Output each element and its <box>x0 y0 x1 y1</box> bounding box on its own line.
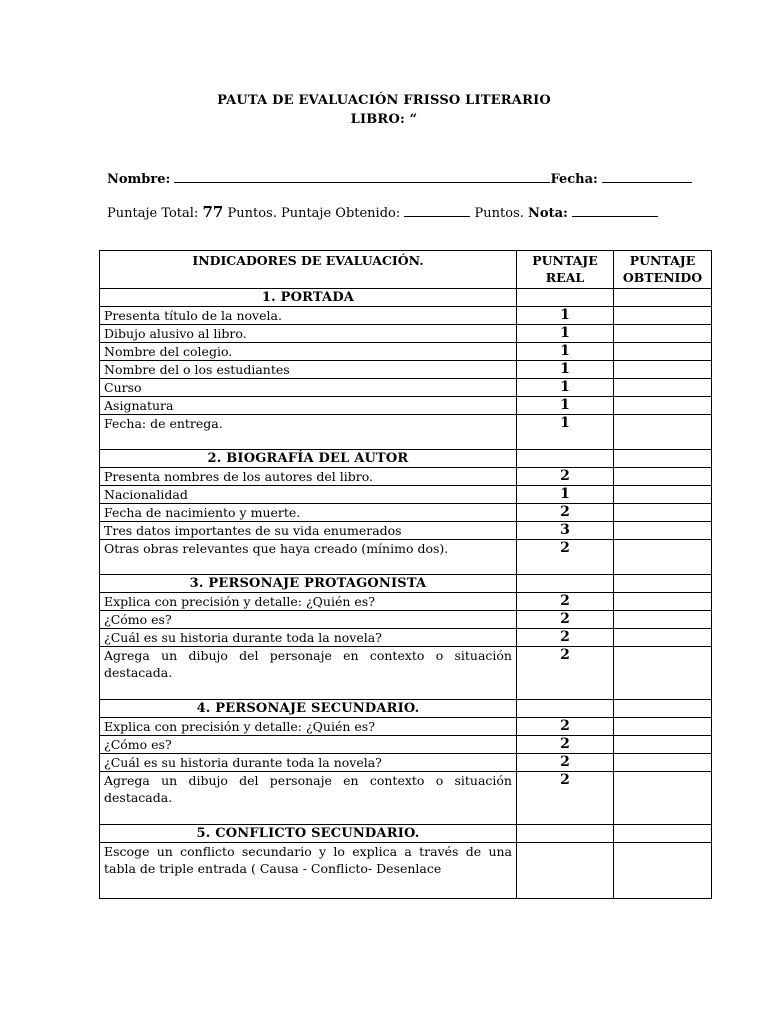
real-score-cell: 2 <box>517 736 614 754</box>
table-body <box>100 289 712 899</box>
real-score-cell: 2 <box>517 611 614 629</box>
section-real-cell <box>517 575 614 593</box>
table-row <box>100 736 712 754</box>
table-row <box>100 415 712 450</box>
real-score-cell: 2 <box>517 468 614 486</box>
real-score-cell: 1 <box>517 415 614 450</box>
indicator-text: ¿Cómo es? <box>100 736 517 754</box>
indicator-text: Fecha de nacimiento y muerte. <box>100 504 517 522</box>
real-score-cell <box>517 843 614 899</box>
header-obtained-score: PUNTAJE OBTENIDO <box>614 251 712 289</box>
indicator-text: Tres datos importantes de su vida enumerados <box>100 522 517 540</box>
date-field[interactable] <box>602 170 692 183</box>
section-header-row <box>100 289 712 307</box>
section-obtained-cell <box>614 700 712 718</box>
section-header-row <box>100 575 712 593</box>
obtained-score-cell[interactable] <box>614 343 712 361</box>
real-score-cell: 2 <box>517 504 614 522</box>
indicator-text: Presenta título de la novela. <box>100 307 517 325</box>
real-score-cell: 1 <box>517 397 614 415</box>
table-row <box>100 772 712 825</box>
table-row <box>100 754 712 772</box>
header-real-score: PUNTAJE REAL <box>517 251 614 289</box>
section-title: 1. PORTADA <box>100 289 517 307</box>
real-score-cell: 1 <box>517 307 614 325</box>
indicator-text: Presenta nombres de los autores del libro. <box>100 468 517 486</box>
name-field[interactable] <box>174 170 550 183</box>
obtained-score-cell[interactable] <box>614 504 712 522</box>
section-real-cell <box>517 700 614 718</box>
real-score-cell: 2 <box>517 593 614 611</box>
obtained-score-cell[interactable] <box>614 611 712 629</box>
section-obtained-cell <box>614 450 712 468</box>
indicator-text: ¿Cómo es? <box>100 611 517 629</box>
real-score-cell: 1 <box>517 343 614 361</box>
real-score-cell: 1 <box>517 379 614 397</box>
section-header-row <box>100 700 712 718</box>
real-score-cell: 2 <box>517 772 614 825</box>
indicator-text: Asignatura <box>100 397 517 415</box>
indicator-text: Dibujo alusivo al libro. <box>100 325 517 343</box>
indicator-text: Nombre del o los estudiantes <box>100 361 517 379</box>
table-row <box>100 468 712 486</box>
table-row <box>100 325 712 343</box>
table-row <box>100 611 712 629</box>
table-row <box>100 361 712 379</box>
indicator-text: ¿Cuál es su historia durante toda la novela? <box>100 629 517 647</box>
table-header-row <box>100 251 712 289</box>
indicator-text: Nombre del colegio. <box>100 343 517 361</box>
obtained-score-label: Puntos. Puntaje Obtenido: <box>227 206 401 221</box>
table-row <box>100 629 712 647</box>
obtained-score-cell[interactable] <box>614 629 712 647</box>
table-row <box>100 307 712 325</box>
obtained-score-cell[interactable] <box>614 540 712 575</box>
table-row <box>100 379 712 397</box>
obtained-score-cell[interactable] <box>614 772 712 825</box>
real-score-cell: 3 <box>517 522 614 540</box>
table-row <box>100 397 712 415</box>
real-score-cell: 2 <box>517 647 614 700</box>
indicator-text: Explica con precisión y detalle: ¿Quién es? <box>100 593 517 611</box>
indicator-text: Fecha: de entrega. <box>100 415 517 450</box>
section-real-cell <box>517 450 614 468</box>
indicator-text: Escoge un conflicto secundario y lo explica a través de una tabla de triple entrada ( Causa - Conflicto- Desenlace <box>100 843 517 899</box>
real-score-cell: 2 <box>517 718 614 736</box>
obtained-score-cell[interactable] <box>614 754 712 772</box>
table-row <box>100 647 712 700</box>
table-row <box>100 486 712 504</box>
section-header-row <box>100 450 712 468</box>
indicator-text: Agrega un dibujo del personaje en contexto o situación destacada. <box>100 647 517 700</box>
table-row <box>100 718 712 736</box>
table-row <box>100 504 712 522</box>
date-label: Fecha: <box>550 172 598 187</box>
total-score-prefix: Puntaje Total: <box>107 206 199 221</box>
obtained-score-cell[interactable] <box>614 736 712 754</box>
name-label: Nombre: <box>107 172 171 187</box>
student-line <box>107 170 707 187</box>
obtained-score-cell[interactable] <box>614 415 712 450</box>
indicator-text: Agrega un dibujo del personaje en contexto o situación destacada. <box>100 772 517 825</box>
indicator-text: Curso <box>100 379 517 397</box>
table-row <box>100 540 712 575</box>
real-score-cell: 1 <box>517 486 614 504</box>
section-title: 4. PERSONAJE SECUNDARIO. <box>100 700 517 718</box>
obtained-score-cell[interactable] <box>614 486 712 504</box>
indicator-text: ¿Cuál es su historia durante toda la novela? <box>100 754 517 772</box>
real-score-cell: 2 <box>517 629 614 647</box>
header-indicators: INDICADORES DE EVALUACIÓN. <box>100 251 517 289</box>
section-obtained-cell <box>614 289 712 307</box>
section-real-cell <box>517 289 614 307</box>
real-score-cell: 2 <box>517 540 614 575</box>
obtained-score-field[interactable] <box>404 204 470 217</box>
evaluation-table <box>99 250 712 899</box>
obtained-score-cell[interactable] <box>614 468 712 486</box>
table-row <box>100 343 712 361</box>
section-obtained-cell <box>614 825 712 843</box>
obtained-score-cell[interactable] <box>614 307 712 325</box>
document-title: PAUTA DE EVALUACIÓN FRISSO LITERARIO <box>217 93 551 108</box>
obtained-score-cell[interactable] <box>614 361 712 379</box>
obtained-score-cell[interactable] <box>614 522 712 540</box>
indicator-text: Explica con precisión y detalle: ¿Quién es? <box>100 718 517 736</box>
obtained-score-cell[interactable] <box>614 379 712 397</box>
section-title: 2. BIOGRAFÍA DEL AUTOR <box>100 450 517 468</box>
table-row <box>100 843 712 899</box>
section-obtained-cell <box>614 575 712 593</box>
total-score-value: 77 <box>202 203 224 221</box>
real-score-cell: 2 <box>517 754 614 772</box>
obtained-score-cell[interactable] <box>614 593 712 611</box>
indicator-text: Nacionalidad <box>100 486 517 504</box>
section-title: 5. CONFLICTO SECUNDARIO. <box>100 825 517 843</box>
real-score-cell: 1 <box>517 361 614 379</box>
section-title: 3. PERSONAJE PROTAGONISTA <box>100 575 517 593</box>
book-label: LIBRO: “ <box>350 112 418 127</box>
section-real-cell <box>517 825 614 843</box>
indicator-text: Otras obras relevantes que haya creado (mínimo dos). <box>100 540 517 575</box>
obtained-score-cell[interactable] <box>614 843 712 899</box>
obtained-points-label: Puntos. <box>474 206 524 221</box>
obtained-score-cell[interactable] <box>614 397 712 415</box>
score-line <box>107 203 717 221</box>
real-score-cell: 1 <box>517 325 614 343</box>
grade-label: Nota: <box>528 206 568 221</box>
obtained-score-cell[interactable] <box>614 325 712 343</box>
obtained-score-cell[interactable] <box>614 647 712 700</box>
obtained-score-cell[interactable] <box>614 718 712 736</box>
grade-field[interactable] <box>572 204 658 217</box>
table-row <box>100 522 712 540</box>
table-row <box>100 593 712 611</box>
section-header-row <box>100 825 712 843</box>
